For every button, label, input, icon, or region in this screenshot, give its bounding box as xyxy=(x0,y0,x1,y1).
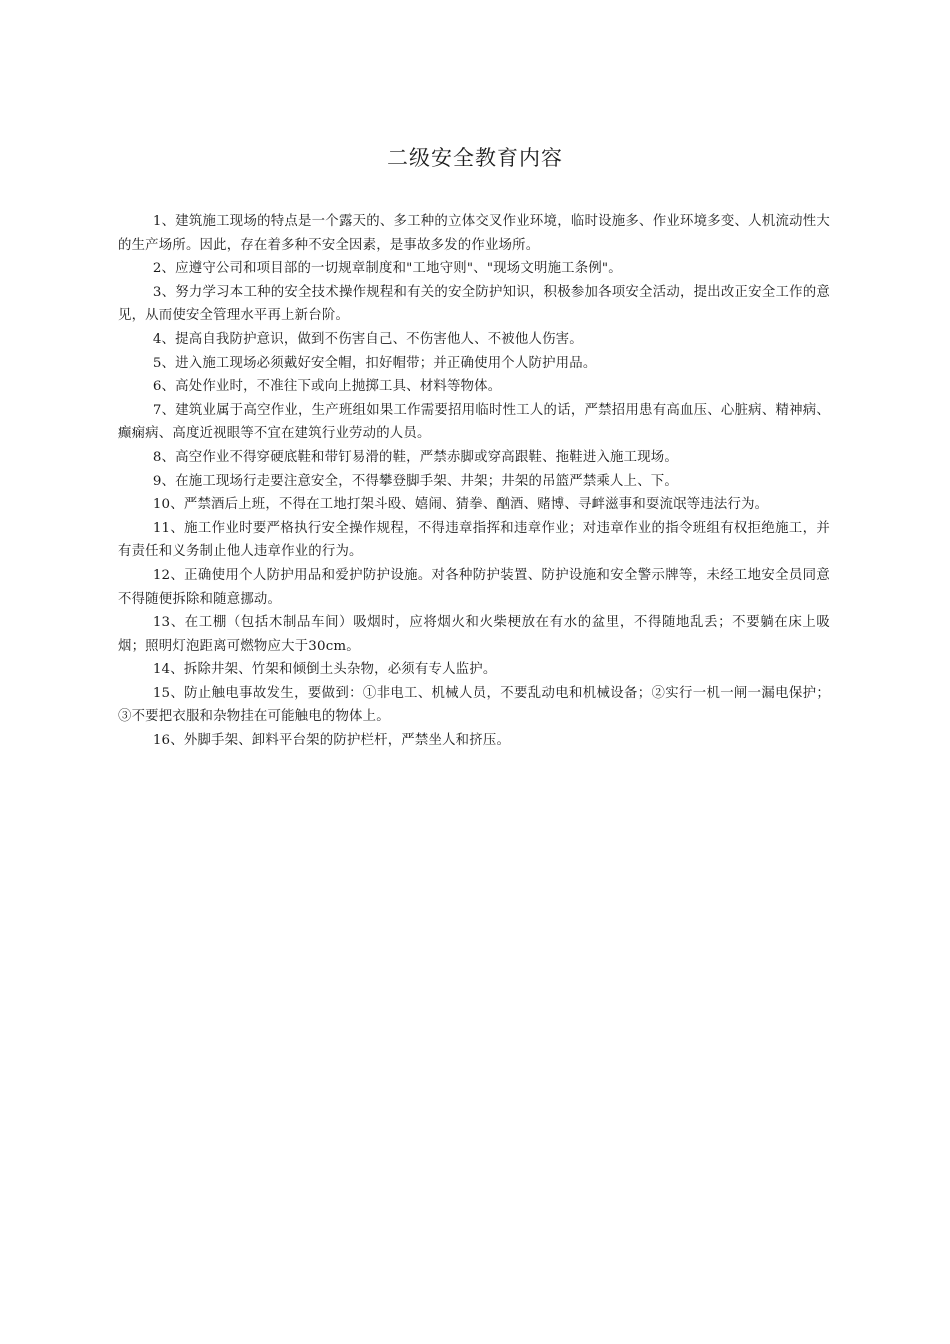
list-item: 6、高处作业时，不准往下或向上抛掷工具、材料等物体。 xyxy=(152,379,502,395)
list-item: 14、拆除井架、竹架和倾倒土头杂物，必须有专人监护。 xyxy=(152,662,497,678)
document-body xyxy=(118,210,830,753)
document-title: 二级安全教育内容 xyxy=(387,146,563,170)
list-item: 15、防止触电事故发生，要做到：①非电工、机械人员，不要乱动电和机械设备；②实行一机一闸一漏电保护；③不要把衣服和杂物挂在可能触电的物体上。 xyxy=(118,685,830,725)
list-item: 11、施工作业时要严格执行安全操作规程，不得违章指挥和违章作业；对违章作业的指令班组有权拒绝施工，并有责任和义务制止他人违章作业的行为。 xyxy=(118,520,830,560)
list-item: 9、在施工现场行走要注意安全，不得攀登脚手架、井架；井架的吊篮严禁乘人上、下。 xyxy=(152,473,678,489)
list-item: 16、外脚手架、卸料平台架的防护栏杆，严禁坐人和挤压。 xyxy=(152,733,511,749)
list-item: 10、严禁酒后上班，不得在工地打架斗殴、嬉闹、猜拳、酗酒、赌博、寻衅滋事和耍流氓等违法行为。 xyxy=(152,497,769,513)
list-item: 3、努力学习本工种的安全技术操作规程和有关的安全防护知识，积极参加各项安全活动，提出改正安全工作的意见，从而使安全管理水平再上新台阶。 xyxy=(118,284,830,324)
list-item: 7、建筑业属于高空作业，生产班组如果工作需要招用临时性工人的话，严禁招用患有高血压、心脏病、精神病、癫痫病、高度近视眼等不宜在建筑行业劳动的人员。 xyxy=(118,402,830,442)
list-item: 1、建筑施工现场的特点是一个露天的、多工种的立体交叉作业环境，临时设施多、作业环境多变、人机流动性大的生产场所。因此，存在着多种不安全因素，是事故多发的作业场所。 xyxy=(118,214,830,253)
list-item: 2、应遵守公司和项目部的一切规章制度和"工地守则"、"现场文明施工条例"。 xyxy=(152,261,622,277)
list-item: 13、在工棚（包括木制品车间）吸烟时，应将烟火和火柴梗放在有水的盆里，不得随地乱丢；不要躺在床上吸烟；照明灯泡距离可燃物应大于30cm。 xyxy=(118,615,830,654)
list-item: 8、高空作业不得穿硬底鞋和带钉易滑的鞋，严禁赤脚或穿高跟鞋、拖鞋进入施工现场。 xyxy=(152,449,678,465)
list-item: 5、进入施工现场必须戴好安全帽，扣好帽带；并正确使用个人防护用品。 xyxy=(152,355,597,371)
list-item: 12、正确使用个人防护用品和爱护防护设施。对各种防护装置、防护设施和安全警示牌等，未经工地安全员同意不得随便拆除和随意挪动。 xyxy=(118,567,830,607)
list-item: 4、提高自我防护意识，做到不伤害自己、不伤害他人、不被他人伤害。 xyxy=(152,331,583,347)
